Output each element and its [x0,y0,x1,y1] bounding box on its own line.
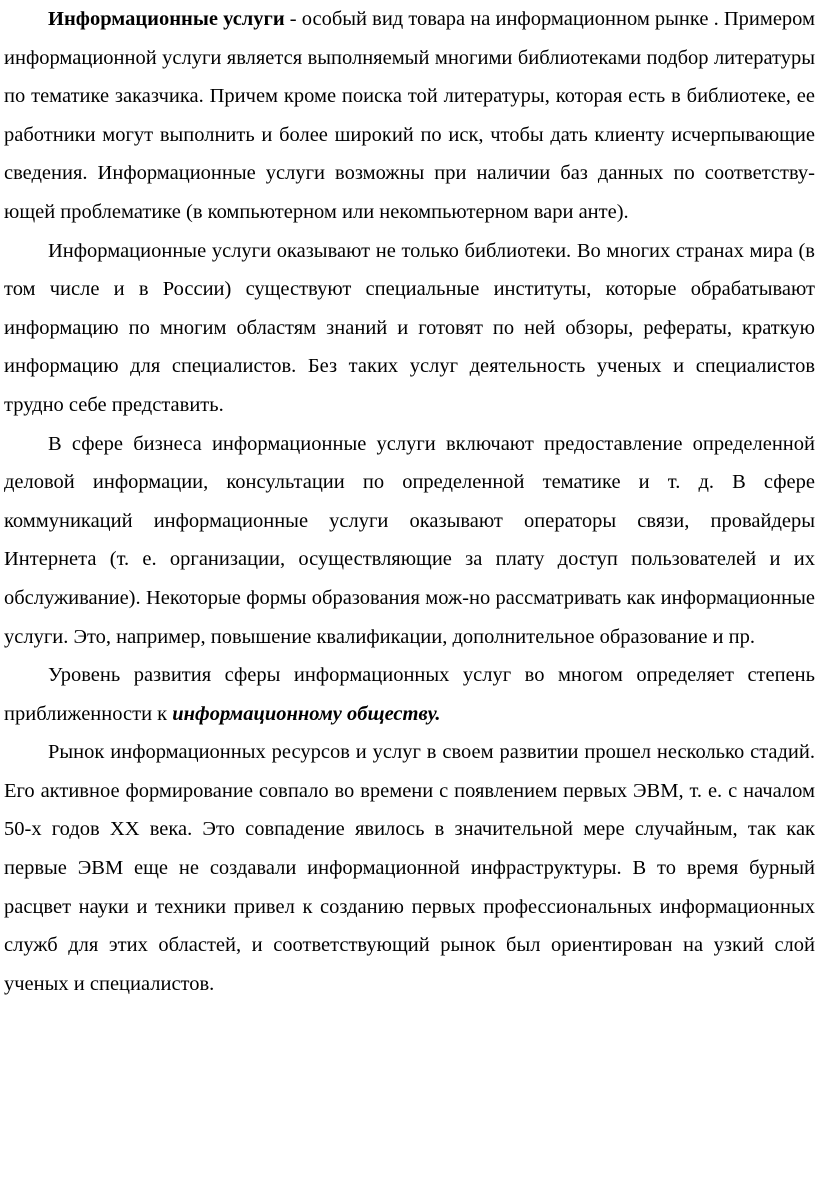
paragraph-5-text: Рынок информационных ресурсов и услуг в своем развитии прошел несколько стадий. Его активное формирование совпало во времени с появлением первых ЭВМ, т. е. с началом 50-х годов XX века. Это совпадение явилось в значительной мере случайным, так как первые ЭВМ еще не создавали информационной инфраструктуры. В то время бурный расцвет науки и техники привел к созданию первых профессиональных информационных служб для этих областей, и соответствующий рынок был ориентирован на узкий слой ученых и специалистов. [4,741,815,995]
paragraph-4-text: Уровень развития сферы информационных услуг во многом определяет степень приближенности к [4,664,815,725]
paragraph-3 [4,425,815,657]
paragraph-3-text: В сфере бизнеса информационные услуги включают предоставление определенной деловой информации, консультации по определенной тематике и т. д. В сфере коммуникаций информационные услуги оказывают операторы связи, провайдеры Интернета (т. е. организации, осуществляющие за плату доступ пользователей и их обслуживание). Некоторые формы образования мож-но рассматривать как информационные услуги. Это, например, повышение квалификации, дополнительное образование и пр. [4,432,815,648]
paragraph-4 [4,656,815,733]
paragraph-5 [4,733,815,1003]
paragraph-2-text: Информационные услуги оказывают не только библиотеки. Во многих странах мира (в том числе и в России) существуют специальные институты, которые обрабатывают информацию по многим областям знаний и готовят по ней обзоры, рефераты, краткую информацию для специалистов. Без таких услуг деятельность ученых и специалистов трудно себе представить. [4,239,815,416]
paragraph-1 [4,0,815,232]
paragraph-2 [4,232,815,425]
paragraph-1-text: - особый вид товара на информационном рынке . Примером информационной услуги является выполняемый многими библиотеками подбор литературы по тематике заказчика. Причем кроме поиска той литературы, которая есть в библиотеке, ее работники могут выполнить и более широкий по иск, чтобы дать клиенту исчерпывающие сведения. Информационные услуги возможны при наличии баз данных по соответству-ющей проблематике (в компьютерном или некомпьютерном вари анте). [4,8,816,223]
document-page [4,0,815,1003]
emphasized-term: информационному обществу. [172,702,441,725]
defined-term: Информационные услуги [48,8,285,30]
